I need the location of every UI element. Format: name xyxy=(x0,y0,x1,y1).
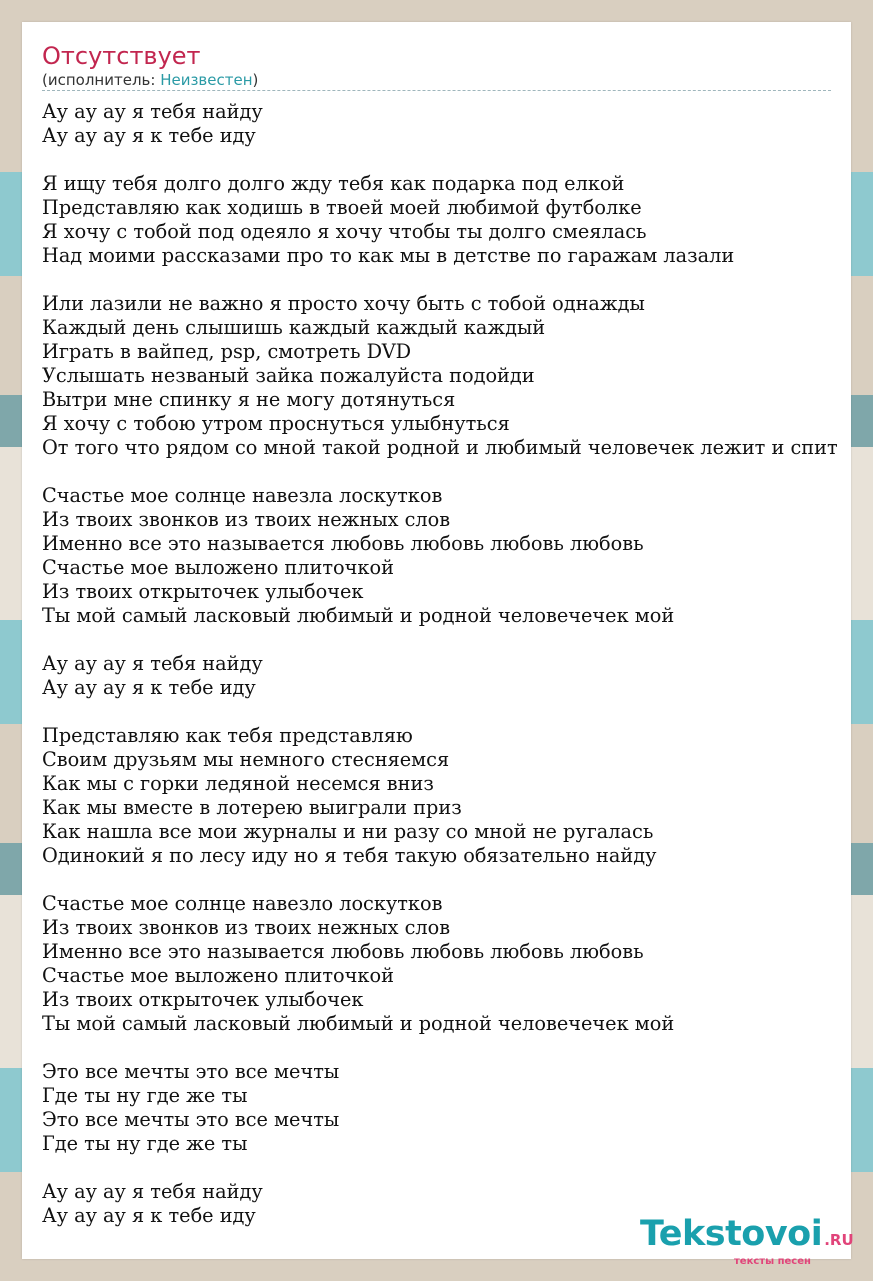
lyric-line: Одинокий я по лесу иду но я тебя такую обязательно найду xyxy=(42,844,657,867)
artist-prefix: (исполнитель: xyxy=(42,71,161,89)
lyric-line: Представляю как ходишь в твоей моей любимой футболке xyxy=(42,196,642,219)
lyric-line: Я хочу с тобой под одеяло я хочу чтобы ты долго смеялась xyxy=(42,220,647,243)
lyric-line: Из твоих звонков из твоих нежных слов xyxy=(42,508,451,531)
lyric-line: Вытри мне спинку я не могу дотянуться xyxy=(42,388,456,411)
artist-line xyxy=(42,71,258,89)
lyric-blank-line xyxy=(42,1156,838,1180)
lyric-line: Я ищу тебя долго долго жду тебя как подарка под елкой xyxy=(42,172,625,195)
lyric-line: Ау ау ау я к тебе иду xyxy=(42,1204,256,1227)
lyric-line: Из твоих открыточек улыбочек xyxy=(42,988,364,1011)
lyric-line: Каждый день слышишь каждый каждый каждый xyxy=(42,316,546,339)
lyric-line: Как нашла все мои журналы и ни разу со мной не ругалась xyxy=(42,820,654,843)
lyric-blank-line xyxy=(42,1036,838,1060)
site-logo[interactable] xyxy=(640,1214,854,1267)
lyric-line: Счастье мое солнце навезло лоскутков xyxy=(42,892,443,915)
lyric-line: Из твоих звонков из твоих нежных слов xyxy=(42,916,451,939)
lyric-line: Ты мой самый ласковый любимый и родной человечечек мой xyxy=(42,604,675,627)
lyric-blank-line xyxy=(42,148,838,172)
lyric-line: Или лазили не важно я просто хочу быть с тобой однажды xyxy=(42,292,645,315)
lyric-line: Ау ау ау я тебя найду xyxy=(42,100,263,123)
lyric-line: Ау ау ау я к тебе иду xyxy=(42,676,256,699)
lyric-blank-line xyxy=(42,460,838,484)
song-title: Отсутствует xyxy=(42,42,201,70)
lyric-blank-line xyxy=(42,268,838,292)
lyric-line: Своим друзьям мы немного стесняемся xyxy=(42,748,450,771)
artist-suffix: ) xyxy=(252,71,259,89)
lyric-line: Именно все это называется любовь любовь любовь любовь xyxy=(42,940,644,963)
lyric-line: Счастье мое выложено плиточкой xyxy=(42,964,394,987)
lyric-line: Ау ау ау я тебя найду xyxy=(42,652,263,675)
lyric-line: Ты мой самый ласковый любимый и родной человечечек мой xyxy=(42,1012,675,1035)
lyric-line: Как мы с горки ледяной несемся вниз xyxy=(42,772,434,795)
lyric-line: Я хочу с тобою утром проснуться улыбнуться xyxy=(42,412,510,435)
lyrics-text xyxy=(42,100,838,1228)
title-divider xyxy=(42,90,831,91)
lyric-line: Представляю как тебя представляю xyxy=(42,724,413,747)
lyric-line: Где ты ну где же ты xyxy=(42,1084,248,1107)
lyric-line: Это все мечты это все мечты xyxy=(42,1108,340,1131)
logo-domain: .RU xyxy=(824,1231,854,1249)
lyric-line: Над моими рассказами про то как мы в детстве по гаражам лазали xyxy=(42,244,735,267)
lyric-line: Как мы вместе в лотерею выиграли приз xyxy=(42,796,462,819)
lyric-line: Именно все это называется любовь любовь любовь любовь xyxy=(42,532,644,555)
lyric-line: Где ты ну где же ты xyxy=(42,1132,248,1155)
lyric-line: Счастье мое выложено плиточкой xyxy=(42,556,394,579)
artist-link[interactable]: Неизвестен xyxy=(160,71,253,89)
lyric-blank-line xyxy=(42,868,838,892)
lyric-line: Из твоих открыточек улыбочек xyxy=(42,580,364,603)
lyrics-card xyxy=(22,22,854,1267)
lyric-line: Играть в вайпед, psp, смотреть DVD xyxy=(42,340,412,363)
lyric-line: Это все мечты это все мечты xyxy=(42,1060,340,1083)
logo-tagline: тексты песен xyxy=(734,1256,811,1267)
lyric-blank-line xyxy=(42,700,838,724)
lyric-line: Ау ау ау я тебя найду xyxy=(42,1180,263,1203)
lyric-line: Счастье мое солнце навезла лоскутков xyxy=(42,484,443,507)
logo-name: Tekstovoi xyxy=(640,1214,823,1254)
lyric-line: Ау ау ау я к тебе иду xyxy=(42,124,256,147)
lyric-line: От того что рядом со мной такой родной и любимый человечек лежит и спит xyxy=(42,436,838,459)
lyric-line: Услышать незваный зайка пожалуйста подойди xyxy=(42,364,535,387)
lyric-blank-line xyxy=(42,628,838,652)
